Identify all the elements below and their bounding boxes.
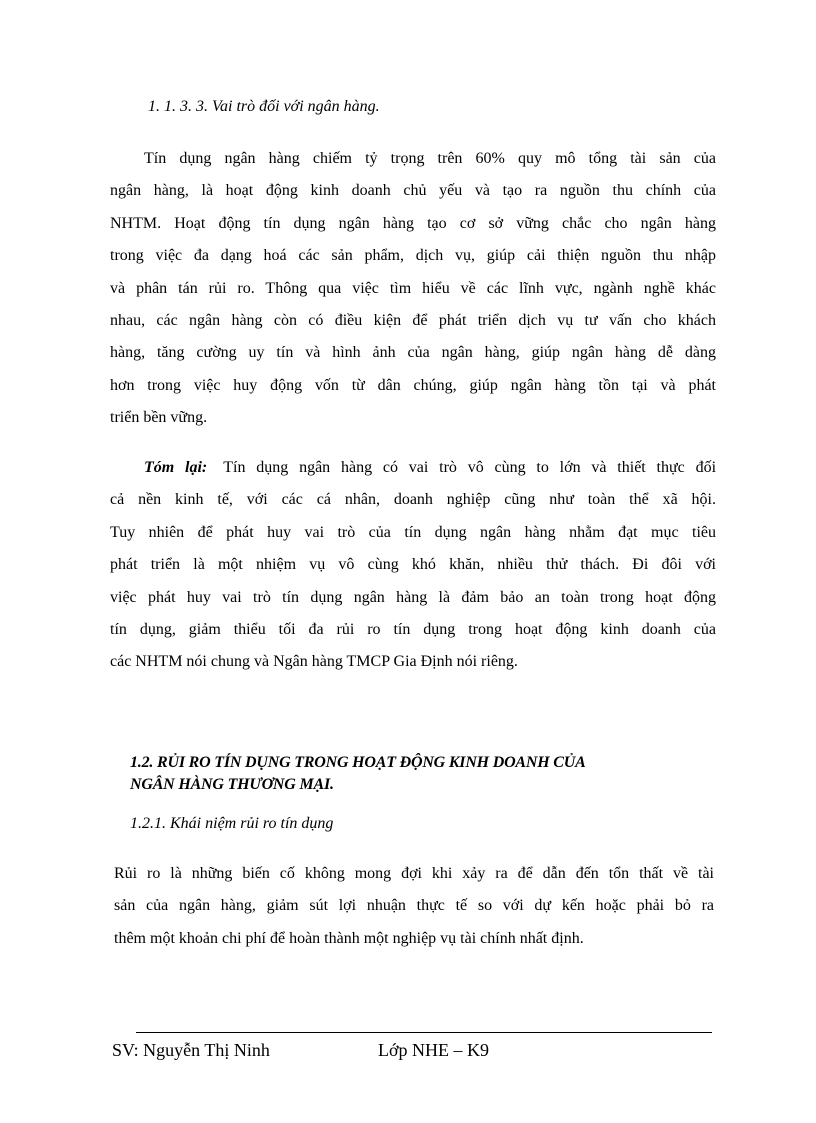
summary-first-line: [110, 452, 716, 484]
chapter-heading-line: NGÂN HÀNG THƯƠNG MẠI.: [130, 776, 334, 793]
paragraph-line: thêm một khoản chi phí để hoàn thành một nghiệp vụ tài chính nhất định.: [114, 929, 584, 947]
paragraph-summary: [110, 452, 716, 679]
paragraph-line: Tuy nhiên để phát huy vai trò của tín dụng ngân hàng nhằm đạt mục tiêu: [110, 523, 716, 541]
paragraph-line: triển bền vững.: [110, 409, 208, 427]
paragraph-line: các NHTM nói chung và Ngân hàng TMCP Gia Định nói riêng.: [110, 653, 518, 671]
footer-class-name: Lớp NHE – K9: [378, 1040, 490, 1060]
summary-line-text: Tín dụng ngân hàng có vai trò vô cùng to lớn và thiết thực đối: [223, 459, 717, 476]
paragraph-line: ngân hàng, là hoạt động kinh doanh chủ yếu và tạo ra nguồn thu chính của: [110, 182, 716, 200]
paragraph-definition: [114, 858, 714, 955]
paragraph-line: tín dụng, giảm thiểu tối đa rủi ro tín dụng trong hoạt động kinh doanh của: [110, 620, 716, 638]
subsection-heading: 1.2.1. Khái niệm rủi ro tín dụng: [130, 815, 334, 832]
paragraph-line: sản của ngân hàng, giảm sút lợi nhuận thực tế so với dự kến hoặc phải bỏ ra: [114, 897, 714, 915]
paragraph-line: NHTM. Hoạt động tín dụng ngân hàng tạo cơ sở vững chắc cho ngân hàng: [110, 214, 716, 232]
footer-divider: [136, 1032, 712, 1033]
paragraph-line: phát triển là một nhiệm vụ vô cùng khó khăn, nhiều thử thách. Đi đôi với: [110, 556, 716, 574]
chapter-heading-line: 1.2. RỦI RO TÍN DỤNG TRONG HOẠT ĐỘNG KINH DOANH CỦA: [130, 754, 586, 771]
paragraph-line: và phân tán rủi ro. Thông qua việc tìm hiểu về các lĩnh vực, ngành nghề khác: [110, 279, 716, 297]
paragraph-line: hơn trong việc huy động vốn từ dân chúng, giúp ngân hàng tồn tại và phát: [110, 376, 716, 394]
footer-student-name: SV: Nguyễn Thị Ninh: [112, 1040, 270, 1060]
paragraph-line: việc phát huy vai trò tín dụng ngân hàng là đảm bảo an toàn trong hoạt động: [110, 588, 716, 606]
paragraph-line: Rủi ro là những biến cố không mong đợi khi xảy ra để dẫn đến tổn thất về tài: [114, 865, 714, 882]
paragraph-line: hàng, tăng cường uy tín và hình ảnh của ngân hàng, giúp ngân hàng dễ dàng: [110, 344, 716, 362]
paragraph-bank-role: [110, 143, 716, 435]
paragraph-line: cả nền kinh tế, với các cá nhân, doanh nghiệp cũng như toàn thể xã hội.: [110, 491, 716, 509]
chapter-heading: [130, 752, 710, 796]
summary-lead: Tóm lại:: [144, 459, 208, 476]
paragraph-line: trong việc đa dạng hoá các sản phẩm, dịch vụ, giúp cải thiện nguồn thu nhập: [110, 247, 716, 265]
section-heading: 1. 1. 3. 3. Vai trò đối với ngân hàng.: [148, 98, 380, 115]
paragraph-line: nhau, các ngân hàng còn có điều kiện để phát triển dịch vụ tư vấn cho khách: [110, 311, 716, 329]
paragraph-line: Tín dụng ngân hàng chiếm tỷ trọng trên 60% quy mô tổng tài sản của: [144, 150, 716, 167]
